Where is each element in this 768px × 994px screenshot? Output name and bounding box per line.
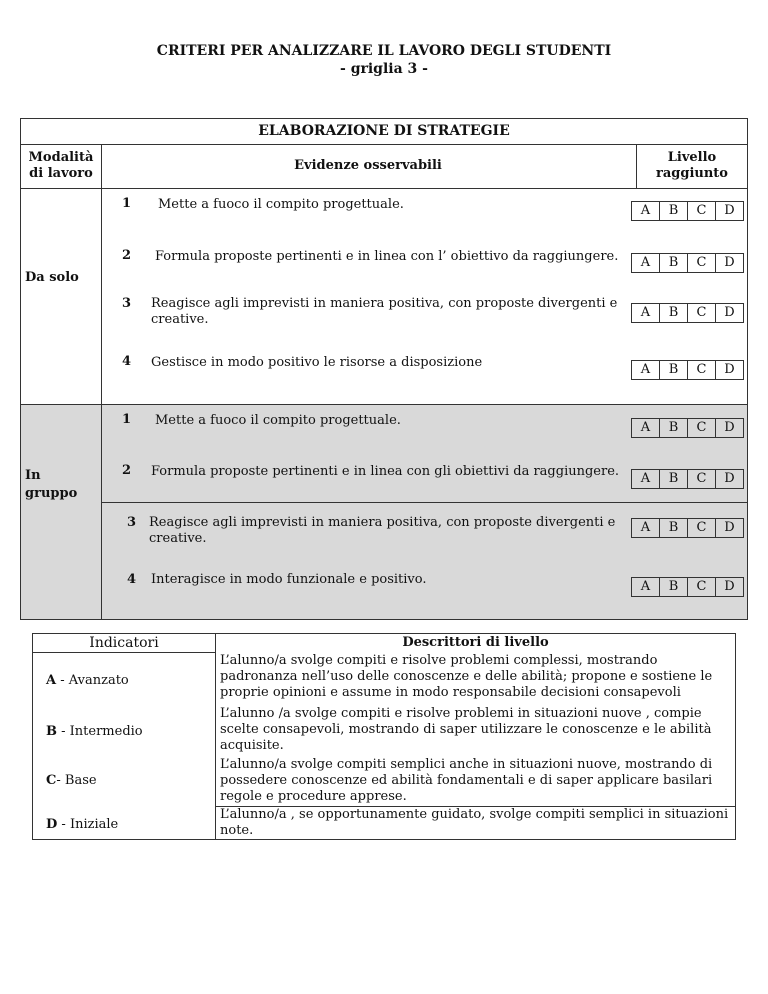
level-c[interactable]: C <box>688 254 716 272</box>
group-label-gruppo: In gruppo <box>25 468 78 501</box>
col-modalita: Modalità di lavoro <box>28 150 94 181</box>
level-selector[interactable] <box>631 253 744 273</box>
level-c[interactable]: C <box>688 419 716 437</box>
level-d[interactable]: D <box>724 579 735 594</box>
item-text: Formula proposte pertinenti e in linea con gli obiettivi da raggiungere. <box>151 464 620 479</box>
indicator-b: B - Intermedio <box>46 724 143 739</box>
item-number: 3 <box>122 296 132 311</box>
level-c[interactable]: C <box>688 202 716 220</box>
level-d[interactable]: D <box>724 520 735 535</box>
level-d[interactable]: D <box>724 305 735 320</box>
level-selector[interactable] <box>631 577 744 597</box>
indicator-d: D - Iniziale <box>46 817 119 832</box>
level-d[interactable]: D <box>724 203 735 218</box>
col-descrittori: Descrittori di livello <box>402 635 549 650</box>
doc-title: CRITERI PER ANALIZZARE IL LAVORO DEGLI STUDENTI <box>156 43 612 59</box>
descriptor-d: L’alunno/a , se opportunamente guidato, svolge compiti semplici in situazioni note. <box>220 807 729 838</box>
table-heading: ELABORAZIONE DI STRATEGIE <box>258 123 510 139</box>
level-d[interactable]: D <box>724 362 735 377</box>
col-livello: Livello raggiunto <box>656 150 728 181</box>
indicator-c: C- Base <box>46 773 97 788</box>
level-selector[interactable] <box>631 201 744 221</box>
item-text: Gestisce in modo positivo le risorse a disposizione <box>151 355 483 370</box>
descriptor-b: L’alunno /a svolge compiti e risolve problemi in situazioni nuove , compie scelte consapevoli, mostrando di saper utilizzare le conoscenze e le abilità acquisite. <box>220 706 712 753</box>
level-a[interactable]: A <box>632 470 660 488</box>
legend-table <box>32 633 736 840</box>
level-a[interactable]: A <box>632 202 660 220</box>
level-selector[interactable] <box>631 418 744 438</box>
item-text: Reagisce agli imprevisti in maniera positiva, con proposte divergenti e creative. <box>151 296 618 327</box>
level-b[interactable]: B <box>660 419 688 437</box>
item-text: Mette a fuoco il compito progettuale. <box>158 197 404 212</box>
level-selector[interactable] <box>631 469 744 489</box>
item-text: Mette a fuoco il compito progettuale. <box>155 413 401 428</box>
col-indicatori: Indicatori <box>89 635 159 651</box>
item-text: Reagisce agli imprevisti in maniera positiva, con proposte divergenti e creative. <box>149 515 616 546</box>
descriptor-a: L’alunno/a svolge compiti e risolve problemi complessi, mostrando padronanza nell’uso delle conoscenze e delle abilità; propone e sostiene le proprie opinioni e assume in modo responsabile decisioni consapevoli <box>220 653 713 700</box>
indicator-a: A - Avanzato <box>46 673 129 688</box>
level-d[interactable]: D <box>724 255 735 270</box>
level-selector[interactable] <box>631 303 744 323</box>
level-d[interactable]: D <box>724 471 735 486</box>
strategy-table <box>20 118 748 620</box>
doc-subtitle: - griglia 3 - <box>340 61 428 77</box>
level-b[interactable]: B <box>660 470 688 488</box>
level-c[interactable]: C <box>688 519 716 537</box>
item-number: 2 <box>122 463 132 478</box>
level-b[interactable]: B <box>660 519 688 537</box>
item-text: Formula proposte pertinenti e in linea con l’ obiettivo da raggiungere. <box>155 249 619 264</box>
level-selector[interactable] <box>631 518 744 538</box>
level-a[interactable]: A <box>632 419 660 437</box>
level-a[interactable]: A <box>632 304 660 322</box>
level-a[interactable]: A <box>632 519 660 537</box>
level-b[interactable]: B <box>660 202 688 220</box>
level-c[interactable]: C <box>688 470 716 488</box>
item-number: 2 <box>122 248 132 263</box>
level-selector[interactable] <box>631 360 744 380</box>
level-c[interactable]: C <box>688 304 716 322</box>
item-number: 4 <box>122 354 132 369</box>
level-b[interactable]: B <box>660 254 688 272</box>
level-d[interactable]: D <box>724 420 735 435</box>
level-a[interactable]: A <box>632 254 660 272</box>
item-number: 1 <box>122 412 132 427</box>
group-label-solo: Da solo <box>25 270 79 285</box>
level-c[interactable]: C <box>688 361 716 379</box>
item-number: 3 <box>127 515 137 530</box>
col-evidenze: Evidenze osservabili <box>294 158 442 173</box>
level-b[interactable]: B <box>660 578 688 596</box>
level-c[interactable]: C <box>688 578 716 596</box>
item-number: 4 <box>127 572 137 587</box>
level-b[interactable]: B <box>660 361 688 379</box>
level-a[interactable]: A <box>632 578 660 596</box>
level-b[interactable]: B <box>660 304 688 322</box>
descriptor-c: L’alunno/a svolge compiti semplici anche in situazioni nuove, mostrando di possedere conoscenze ed abilità fondamentali e di saper applicare basilari regole e procedure apprese. <box>220 757 713 804</box>
level-a[interactable]: A <box>632 361 660 379</box>
item-text: Interagisce in modo funzionale e positivo. <box>151 572 427 587</box>
item-number: 1 <box>122 196 132 211</box>
